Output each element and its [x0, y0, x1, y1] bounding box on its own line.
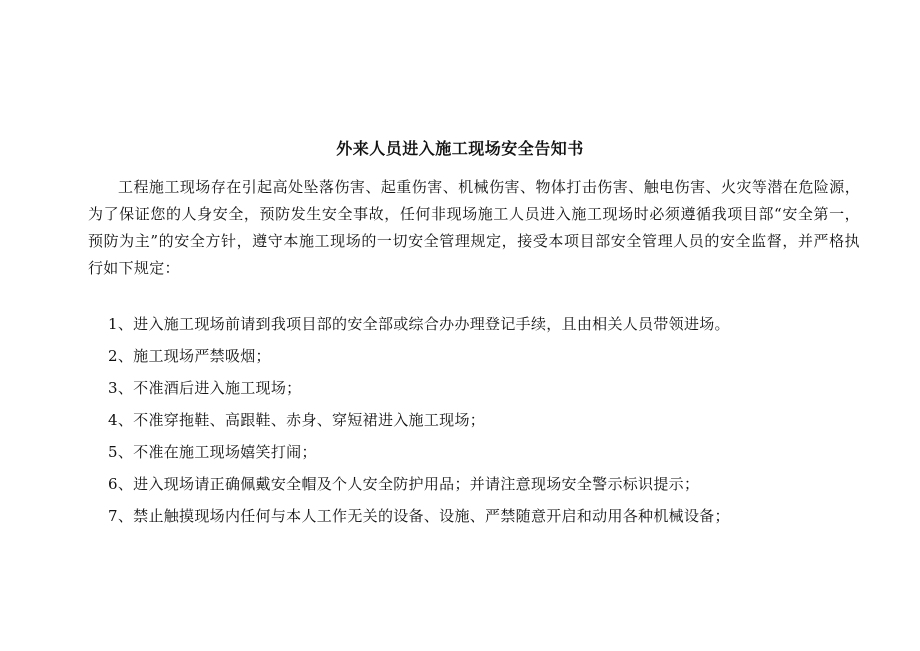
rules-list [108, 308, 868, 532]
rule-item: 1、进入施工现场前请到我项目部的安全部或综合办办理登记手续，且由相关人员带领进场。 [108, 315, 730, 333]
rule-item: 4、不准穿拖鞋、高跟鞋、赤身、穿短裙进入施工现场； [108, 411, 486, 429]
document-title: 外来人员进入施工现场安全告知书 [336, 139, 584, 158]
rule-item: 2、施工现场严禁吸烟； [108, 347, 271, 365]
rule-item: 6、进入现场请正确佩戴安全帽及个人安全防护用品；并请注意现场安全警示标识提示； [108, 475, 700, 493]
rule-item: 3、不准酒后进入施工现场； [108, 379, 302, 397]
rule-item: 7、禁止触摸现场内任何与本人工作无关的设备、设施、严禁随意开启和动用各种机械设备； [108, 507, 730, 525]
intro-paragraph: 工程施工现场存在引起高处坠落伤害、起重伤害、机械伤害、物体打击伤害、触电伤害、火灾等潜在危险源，为了保证您的人身安全，预防发生安全事故，任何非现场施工人员进入施工现场时必须遵循我项目部“安全第一，预防为主”的安全方针，遵守本施工现场的一切安全管理规定，接受本项目部安全管理人员的安全监督，并严格执行如下规定： [88, 178, 860, 277]
rule-item: 5、不准在施工现场嬉笑打闹； [108, 443, 317, 461]
